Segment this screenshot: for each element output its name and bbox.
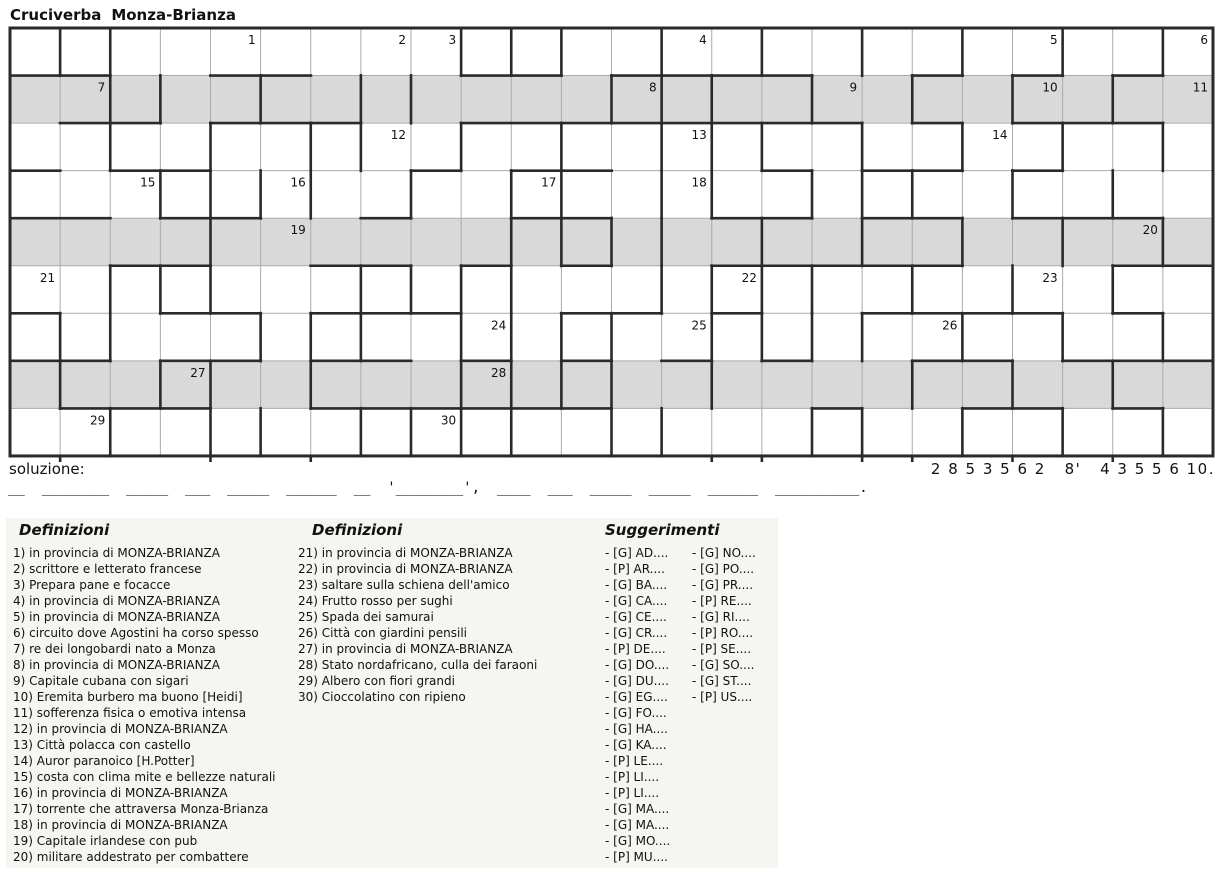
grid-cell[interactable]	[311, 171, 361, 219]
cell-number: 11	[1192, 80, 1208, 95]
grid-cell[interactable]	[160, 123, 210, 171]
definition-item: 29) Albero con fiori grandi	[298, 674, 455, 688]
cell-number: 1	[247, 33, 256, 47]
grid-cell[interactable]	[762, 171, 812, 219]
definition-item: 1) in provincia di MONZA-BRIANZA	[13, 546, 220, 560]
grid-cell[interactable]	[962, 28, 1012, 76]
grid-cell[interactable]	[10, 361, 60, 409]
grid-cell[interactable]	[511, 266, 561, 314]
grid-cell[interactable]	[612, 408, 662, 456]
grid-cell[interactable]	[160, 218, 210, 266]
definition-item: 27) in provincia di MONZA-BRIANZA	[298, 642, 513, 656]
grid-cell[interactable]	[862, 313, 912, 361]
grid-cell[interactable]	[712, 123, 762, 171]
definition-item: 13) Città polacca con castello	[13, 738, 191, 752]
grid-cell[interactable]	[1063, 218, 1113, 266]
cell-number: 21	[39, 270, 56, 285]
cell-number: 13	[691, 128, 707, 143]
cell-number: 28	[490, 365, 507, 380]
grid-cell[interactable]	[912, 266, 962, 314]
cell-number: 24	[490, 318, 507, 333]
grid-cell[interactable]	[762, 266, 812, 314]
grid-cell[interactable]	[60, 361, 110, 409]
grid-cell[interactable]	[862, 218, 912, 266]
hint-item: - [G] FO....	[605, 706, 667, 720]
cell-number: 3	[448, 33, 457, 47]
cell-number: 19	[290, 223, 306, 238]
definitions-heading-1: Definizioni	[19, 521, 110, 539]
grid-cell[interactable]	[762, 218, 812, 266]
grid-cell[interactable]	[561, 123, 611, 171]
grid-cell[interactable]	[812, 266, 862, 314]
grid-cell[interactable]	[1063, 266, 1113, 314]
grid-cell[interactable]	[10, 408, 60, 456]
grid-cell[interactable]	[1013, 361, 1063, 409]
grid-cell[interactable]	[1163, 218, 1213, 266]
solution-label: soluzione:	[9, 460, 85, 478]
grid-cell[interactable]	[912, 218, 962, 266]
cell-number: 23	[1042, 270, 1058, 285]
grid-cell[interactable]	[10, 313, 60, 361]
grid-cell[interactable]	[211, 76, 261, 124]
grid-cell[interactable]	[1013, 171, 1063, 219]
grid-cell[interactable]	[662, 266, 712, 314]
definition-item: 8) in provincia di MONZA-BRIANZA	[13, 658, 220, 672]
grid-cell[interactable]	[411, 76, 461, 124]
grid-cell[interactable]	[361, 313, 411, 361]
grid-cell[interactable]	[411, 266, 461, 314]
grid-cell[interactable]	[812, 123, 862, 171]
grid-cell[interactable]	[10, 123, 60, 171]
grid-cell[interactable]	[762, 361, 812, 409]
grid-cell[interactable]	[10, 171, 60, 219]
grid-cell[interactable]	[160, 76, 210, 124]
cell-number: 22	[741, 270, 757, 285]
grid-cell[interactable]	[862, 266, 912, 314]
grid-cell[interactable]	[211, 361, 261, 409]
grid-cell[interactable]	[812, 408, 862, 456]
grid-cell[interactable]	[361, 76, 411, 124]
grid-cell[interactable]	[261, 313, 311, 361]
hint-item: - [G] MA....	[605, 818, 670, 832]
grid-cell[interactable]	[862, 28, 912, 76]
hint-item: - [P] RO....	[692, 626, 754, 640]
cell-number: 25	[691, 318, 707, 333]
grid-cell[interactable]	[912, 408, 962, 456]
hint-item: - [G] MA....	[605, 802, 670, 816]
cell-number: 7	[97, 80, 106, 95]
grid-cell[interactable]	[160, 266, 210, 314]
definition-item: 16) in provincia di MONZA-BRIANZA	[13, 786, 228, 800]
grid-cell[interactable]	[110, 361, 160, 409]
definitions-list-1	[13, 545, 276, 865]
grid-cell[interactable]	[311, 123, 361, 171]
definition-item: 9) Capitale cubana con sigari	[13, 674, 189, 688]
grid-cell[interactable]	[962, 361, 1012, 409]
cell-number: 20	[1142, 223, 1158, 238]
grid-cell[interactable]	[461, 266, 511, 314]
grid-cell[interactable]	[561, 361, 611, 409]
title-region: Monza-Brianza	[111, 6, 236, 24]
grid-cell[interactable]	[862, 76, 912, 124]
hints-list-2	[692, 545, 756, 705]
grid-cell[interactable]	[461, 408, 511, 456]
grid-cell[interactable]	[762, 408, 812, 456]
grid-cell[interactable]	[511, 76, 561, 124]
definition-item: 28) Stato nordafricano, culla dei faraoni	[298, 658, 538, 672]
grid-cell[interactable]	[511, 361, 561, 409]
grid-cell[interactable]	[261, 28, 311, 76]
grid-cell[interactable]	[561, 171, 611, 219]
grid-cell[interactable]	[110, 76, 160, 124]
grid-cell[interactable]	[712, 76, 762, 124]
grid-cell[interactable]	[912, 361, 962, 409]
grid-cell[interactable]	[160, 28, 210, 76]
definition-item: 7) re dei longobardi nato a Monza	[13, 642, 216, 656]
cell-number: 15	[140, 175, 156, 190]
hint-item: - [G] RI....	[692, 610, 750, 624]
grid-cell[interactable]	[311, 361, 361, 409]
cell-number: 2	[398, 33, 406, 47]
grid-cell[interactable]	[1063, 171, 1113, 219]
grid-cell[interactable]	[261, 76, 311, 124]
grid-cell[interactable]	[912, 171, 962, 219]
grid-cell[interactable]	[962, 313, 1012, 361]
hint-item: - [G] KA....	[605, 738, 667, 752]
grid-cell[interactable]	[612, 361, 662, 409]
hint-item: - [G] PO....	[692, 562, 755, 576]
grid-cell[interactable]	[211, 171, 261, 219]
grid-cell[interactable]	[762, 28, 812, 76]
grid-cell[interactable]	[1113, 266, 1163, 314]
cell-number: 4	[699, 33, 707, 47]
grid-cell[interactable]	[411, 218, 461, 266]
grid-cell[interactable]	[712, 171, 762, 219]
grid-cell[interactable]	[712, 28, 762, 76]
hint-item: - [G] DU....	[605, 674, 669, 688]
grid-cell[interactable]	[712, 361, 762, 409]
grid-cell[interactable]	[561, 28, 611, 76]
cell-number: 18	[691, 175, 707, 190]
grid-cell[interactable]	[60, 313, 110, 361]
cell-number: 5	[1049, 33, 1058, 47]
grid-cell[interactable]	[561, 76, 611, 124]
grid-cell[interactable]	[211, 218, 261, 266]
grid-cell[interactable]	[361, 171, 411, 219]
hint-item: - [G] CE....	[605, 610, 667, 624]
grid-cell[interactable]	[160, 171, 210, 219]
grid-cell[interactable]	[461, 218, 511, 266]
grid-cell[interactable]	[1163, 408, 1213, 456]
cell-number: 14	[992, 128, 1008, 143]
cell-number: 12	[390, 128, 406, 143]
grid-cell[interactable]	[411, 123, 461, 171]
definition-item: 3) Prepara pane e focacce	[13, 578, 171, 592]
grid-cell[interactable]	[10, 218, 60, 266]
grid-cell[interactable]	[962, 218, 1012, 266]
grid-cell[interactable]	[561, 266, 611, 314]
grid-cell[interactable]	[60, 28, 110, 76]
grid-cell[interactable]	[962, 266, 1012, 314]
hint-item: - [G] NO....	[692, 546, 756, 560]
grid-cell[interactable]	[361, 408, 411, 456]
hint-item: - [G] CA....	[605, 594, 668, 608]
grid-cell[interactable]	[1113, 313, 1163, 361]
hint-item: - [P] RE....	[692, 594, 752, 608]
grid-cell[interactable]	[361, 218, 411, 266]
definition-item: 4) in provincia di MONZA-BRIANZA	[13, 594, 220, 608]
definition-item: 14) Auror paranoico [H.Potter]	[13, 754, 195, 768]
grid-cell[interactable]	[1063, 313, 1113, 361]
grid-cell[interactable]	[762, 123, 812, 171]
grid-cell[interactable]	[612, 171, 662, 219]
cell-number: 8	[648, 80, 657, 95]
grid-cell[interactable]	[110, 313, 160, 361]
grid-cell[interactable]	[160, 408, 210, 456]
grid-cell[interactable]	[461, 76, 511, 124]
grid-cell[interactable]	[561, 313, 611, 361]
grid-cell[interactable]	[211, 123, 261, 171]
grid-cell[interactable]	[862, 361, 912, 409]
grid-cell[interactable]	[912, 123, 962, 171]
grid-cell[interactable]	[211, 266, 261, 314]
definitions-heading-2: Definizioni	[312, 521, 403, 539]
grid-cell[interactable]	[1163, 266, 1213, 314]
hint-item: - [P] MU....	[605, 850, 668, 864]
cell-number: 27	[190, 365, 206, 380]
definition-item: 15) costa con clima mite e bellezze naturali	[13, 770, 276, 784]
grid-cell[interactable]	[60, 266, 110, 314]
grid-cell[interactable]	[411, 313, 461, 361]
definition-item: 18) in provincia di MONZA-BRIANZA	[13, 818, 228, 832]
grid-cell[interactable]	[311, 313, 361, 361]
cell-number: 9	[849, 80, 858, 95]
grid-cell[interactable]	[361, 266, 411, 314]
definition-item: 23) saltare sulla schiena dell'amico	[298, 578, 510, 592]
grid-cell[interactable]	[361, 361, 411, 409]
hints-heading: Suggerimenti	[605, 521, 720, 539]
grid-cell[interactable]	[812, 171, 862, 219]
grid-cell[interactable]	[912, 28, 962, 76]
grid-cell[interactable]	[561, 408, 611, 456]
definition-item: 22) in provincia di MONZA-BRIANZA	[298, 562, 513, 576]
grid-cell[interactable]	[1113, 171, 1163, 219]
grid-cell[interactable]	[662, 76, 712, 124]
grid-cell[interactable]	[1113, 28, 1163, 76]
hint-item: - [G] AD....	[605, 546, 669, 560]
grid-cell[interactable]	[662, 218, 712, 266]
grid-cell[interactable]	[762, 76, 812, 124]
grid-cell[interactable]	[110, 123, 160, 171]
hints-list-1	[605, 545, 670, 865]
grid-cell[interactable]	[160, 313, 210, 361]
definition-item: 11) sofferenza fisica o emotiva intensa	[13, 706, 247, 720]
grid-cell[interactable]	[1163, 171, 1213, 219]
hint-item: - [G] HA....	[605, 722, 668, 736]
cell-number: 6	[1200, 33, 1208, 47]
hint-item: - [G] ST....	[692, 674, 752, 688]
grid-cell[interactable]	[261, 266, 311, 314]
grid-cell[interactable]	[461, 28, 511, 76]
grid-cell[interactable]	[110, 218, 160, 266]
cell-number: 26	[942, 318, 958, 333]
hint-item: - [P] US....	[692, 690, 753, 704]
hint-item: - [G] SO....	[692, 658, 755, 672]
grid-cell[interactable]	[511, 408, 561, 456]
hint-item: - [G] CR....	[605, 626, 668, 640]
grid-cell[interactable]	[1013, 408, 1063, 456]
grid-cell[interactable]	[261, 408, 311, 456]
definition-item: 5) in provincia di MONZA-BRIANZA	[13, 610, 220, 624]
grid-cell[interactable]	[712, 218, 762, 266]
hint-item: - [P] LI....	[605, 786, 660, 800]
grid-cell[interactable]	[662, 361, 712, 409]
grid-cell[interactable]	[60, 171, 110, 219]
grid-cell[interactable]	[1013, 313, 1063, 361]
grid-cell[interactable]	[1113, 408, 1163, 456]
definition-item: 24) Frutto rosso per sughi	[298, 594, 453, 608]
grid-cell[interactable]	[812, 313, 862, 361]
definition-item: 10) Eremita burbero ma buono [Heidi]	[13, 690, 243, 704]
definition-item: 30) Cioccolatino con ripieno	[298, 690, 466, 704]
grid-cell[interactable]	[211, 313, 261, 361]
grid-cell[interactable]	[862, 123, 912, 171]
grid-cell[interactable]	[1063, 28, 1113, 76]
definitions-list-2	[298, 545, 537, 705]
hint-item: - [P] DE....	[605, 642, 666, 656]
solution-blanks: __ ________ _____ ___ _____ ______ __ '________', ____ ___ _____ _____ ______ __________.	[8, 480, 868, 496]
grid-cell[interactable]	[612, 123, 662, 171]
grid-cell[interactable]	[411, 361, 461, 409]
grid-cell[interactable]	[612, 266, 662, 314]
grid-cell[interactable]	[712, 408, 762, 456]
hint-item: - [P] SE....	[692, 642, 752, 656]
grid-cell[interactable]	[60, 218, 110, 266]
grid-cell[interactable]	[1063, 408, 1113, 456]
grid-cell[interactable]	[1163, 123, 1213, 171]
grid-cell[interactable]	[1063, 76, 1113, 124]
grid-cell[interactable]	[1113, 76, 1163, 124]
grid-cell[interactable]	[110, 28, 160, 76]
hint-item: - [P] AR....	[605, 562, 665, 576]
solution-word-lengths: 2 8 5 3 5 6 2 8' 4 3 5 5 6 10.	[930, 460, 1215, 478]
definition-item: 25) Spada dei samurai	[298, 610, 434, 624]
hint-item: - [G] PR....	[692, 578, 754, 592]
grid-cell[interactable]	[511, 218, 561, 266]
cell-number: 30	[440, 413, 457, 428]
grid-cell[interactable]	[411, 171, 461, 219]
grid-cell[interactable]	[962, 171, 1012, 219]
grid-cell[interactable]	[762, 313, 812, 361]
grid-cell[interactable]	[511, 313, 561, 361]
cell-number: 16	[290, 175, 306, 190]
grid-cell[interactable]	[561, 218, 611, 266]
grid-cell[interactable]	[612, 218, 662, 266]
grid-cell[interactable]	[211, 408, 261, 456]
grid-cell[interactable]	[311, 408, 361, 456]
hint-item: - [P] LI....	[605, 770, 660, 784]
definition-item: 19) Capitale irlandese con pub	[13, 834, 198, 848]
grid-cell[interactable]	[511, 123, 561, 171]
cell-number: 17	[541, 175, 557, 190]
grid-cell[interactable]	[1013, 218, 1063, 266]
definition-item: 2) scrittore e letterato francese	[13, 562, 202, 576]
hint-item: - [G] EG....	[605, 690, 668, 704]
grid-cell[interactable]	[812, 28, 862, 76]
cell-number: 10	[1042, 80, 1058, 95]
grid-cell[interactable]	[612, 313, 662, 361]
grid-cell[interactable]	[110, 266, 160, 314]
grid-cell[interactable]	[311, 76, 361, 124]
grid-cell[interactable]	[311, 28, 361, 76]
grid-cell[interactable]	[1063, 123, 1113, 171]
grid-cell[interactable]	[60, 123, 110, 171]
grid-cell[interactable]	[1013, 123, 1063, 171]
grid-cell[interactable]	[812, 361, 862, 409]
definition-item: 26) Città con giardini pensili	[298, 626, 468, 640]
grid-cell[interactable]	[1113, 361, 1163, 409]
grid-cell[interactable]	[1163, 313, 1213, 361]
grid-cell[interactable]	[10, 28, 60, 76]
grid-cell[interactable]	[962, 408, 1012, 456]
grid-cell[interactable]	[1163, 361, 1213, 409]
grid-cell[interactable]	[662, 408, 712, 456]
grid-cell[interactable]	[862, 171, 912, 219]
grid-cell[interactable]	[311, 218, 361, 266]
grid-cell[interactable]	[612, 28, 662, 76]
grid-cell[interactable]	[10, 76, 60, 124]
definition-item: 6) circuito dove Agostini ha corso spesso	[13, 626, 259, 640]
grid-cell[interactable]	[1063, 361, 1113, 409]
grid-cell[interactable]	[261, 361, 311, 409]
grid-cell[interactable]	[912, 76, 962, 124]
grid-cell[interactable]	[962, 76, 1012, 124]
grid-cell[interactable]	[511, 28, 561, 76]
cell-number: 29	[89, 413, 106, 428]
hint-item: - [G] BA....	[605, 578, 668, 592]
definition-item: 12) in provincia di MONZA-BRIANZA	[13, 722, 228, 736]
definition-item: 20) militare addestrato per combattere	[13, 850, 249, 864]
grid-cell[interactable]	[1113, 123, 1163, 171]
grid-cell[interactable]	[261, 123, 311, 171]
definition-item: 21) in provincia di MONZA-BRIANZA	[298, 546, 513, 560]
hint-item: - [P] LE....	[605, 754, 664, 768]
hint-item: - [G] MO....	[605, 834, 671, 848]
grid-cell[interactable]	[461, 123, 511, 171]
grid-cell[interactable]	[862, 408, 912, 456]
title-cruciverba: Cruciverba	[10, 6, 102, 24]
clue-panel	[6, 518, 778, 868]
grid-cell[interactable]	[812, 218, 862, 266]
grid-cell[interactable]	[712, 313, 762, 361]
hint-item: - [G] DO....	[605, 658, 670, 672]
grid-cell[interactable]	[311, 266, 361, 314]
grid-cell[interactable]	[461, 171, 511, 219]
grid-cell[interactable]	[110, 408, 160, 456]
definition-item: 17) torrente che attraversa Monza-Brianza	[13, 802, 269, 816]
